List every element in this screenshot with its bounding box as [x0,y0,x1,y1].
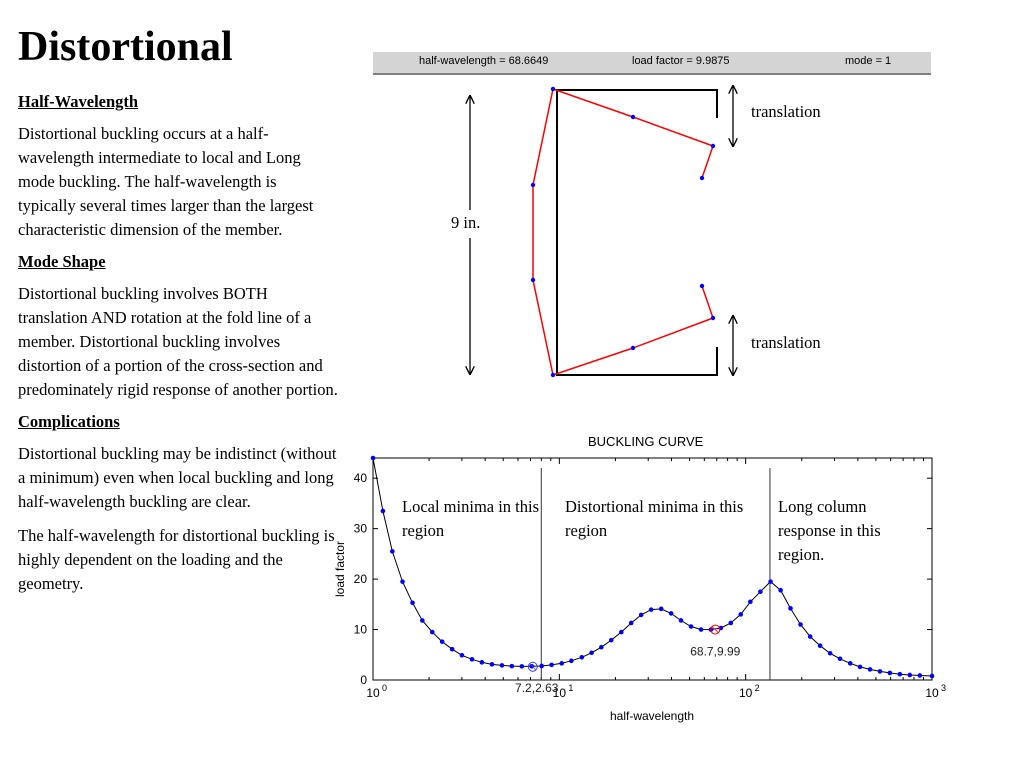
x-tick-exponent: 3 [941,683,947,693]
data-point [788,606,793,611]
region-label-distortional: Distortional minima in this region [565,497,744,540]
paragraph-complications-2: The half-wavelength for distortional buckling is highly dependent on the loading and the geometry. [18,526,335,593]
data-point [828,651,833,656]
section-heading-complications: Complications [18,412,120,431]
chart-title: BUCKLING CURVE [588,434,704,449]
data-point [728,621,733,626]
data-point [758,589,763,594]
data-point [689,624,694,629]
data-point [868,667,873,672]
data-point [818,643,823,648]
section-heading-mode-shape: Mode Shape [18,252,106,271]
data-point [898,672,903,677]
data-point [410,601,415,606]
undeformed-section [557,90,717,375]
data-point [629,621,634,626]
data-point [609,638,614,643]
data-point [768,579,773,584]
data-point [450,647,455,652]
data-point [679,618,684,623]
data-point [907,673,912,678]
deformed-section [533,89,713,375]
deformed-nodes [531,87,715,377]
data-point [510,664,515,669]
x-tick-label: 10 [925,686,939,700]
paragraph-half-wavelength: Distortional buckling occurs at a half-wavelength intermediate to local and Long mode buckling. The half-wavelength is typically several times larger than the largest characteristic dimension of the member. [18,124,314,239]
data-point [699,627,704,632]
y-axis-label: load factor [333,540,347,598]
x-tick-exponent: 0 [382,683,388,693]
data-point [371,456,376,461]
data-point [390,549,395,554]
data-point [539,664,544,669]
y-tick-label: 40 [353,471,367,486]
region-label-long: Long column response in this region. [778,497,881,564]
y-tick-label: 0 [360,673,367,687]
data-point [480,660,485,665]
paragraph-complications-1: Distortional buckling may be indistinct (without a minimum) even when local buckling and long half-wavelength buckling are clear. [18,444,337,511]
translation-label-top: translation [751,102,821,121]
y-tick-label: 20 [353,572,367,587]
half-wavelength-readout: half-wavelength = 68.6649 [419,55,549,67]
x-tick-label: 10 [552,686,567,700]
data-point [420,618,425,623]
x-tick-label: 10 [738,686,753,700]
data-point [917,673,922,678]
data-point [878,669,883,674]
data-point [589,650,594,655]
data-point [549,663,554,668]
data-point [619,630,624,635]
data-point [580,655,585,660]
buckling-curve-chart [325,450,965,730]
data-point [559,661,564,666]
data-point [858,665,863,670]
data-point [569,659,574,664]
minimum-label-local: 7.2,2.63 [515,681,559,695]
y-tick-label: 10 [353,622,367,637]
data-point [748,599,753,604]
data-point [738,612,743,617]
x-axis-label: half-wavelength [609,709,695,723]
minimum-label-distortional: 68.7,9.99 [690,644,741,659]
paragraph-mode-shape: Distortional buckling involves BOTH translation AND rotation at the fold line of a member. Distortional buckling involves distortion of a portion of the cross-section and predominately rigid response of another portion. [18,284,338,399]
data-point [639,613,644,618]
x-tick-exponent: 1 [568,683,574,693]
data-point [669,611,674,616]
data-point [778,588,783,593]
data-point [930,674,935,679]
plot-area [373,458,932,680]
data-point [500,663,505,668]
data-point [649,607,654,612]
data-point [490,662,495,667]
translation-label-bottom: translation [751,333,821,352]
data-point [430,630,435,635]
data-point [838,657,843,662]
load-factor-readout: load factor = 9.9875 [632,55,730,67]
x-tick-label: 10 [366,686,380,700]
data-point [599,645,604,650]
data-point [808,634,813,639]
slide-title: Distortional [18,24,233,70]
data-point [520,664,525,669]
x-tick-exponent: 2 [754,683,760,693]
data-point [381,509,386,514]
y-tick-label: 30 [353,521,367,536]
data-point [659,607,664,612]
data-point [440,639,445,644]
section-heading-half-wavelength: Half-Wavelength [18,92,139,111]
mode-readout: mode = 1 [845,55,892,67]
data-point [460,653,465,658]
data-point [470,657,475,662]
region-label-local: Local minima in this region [402,497,540,540]
data-point [798,622,803,627]
data-point [400,579,405,584]
data-point [848,661,853,666]
dimension-label: 9 in. [451,213,481,232]
data-point [888,671,893,676]
